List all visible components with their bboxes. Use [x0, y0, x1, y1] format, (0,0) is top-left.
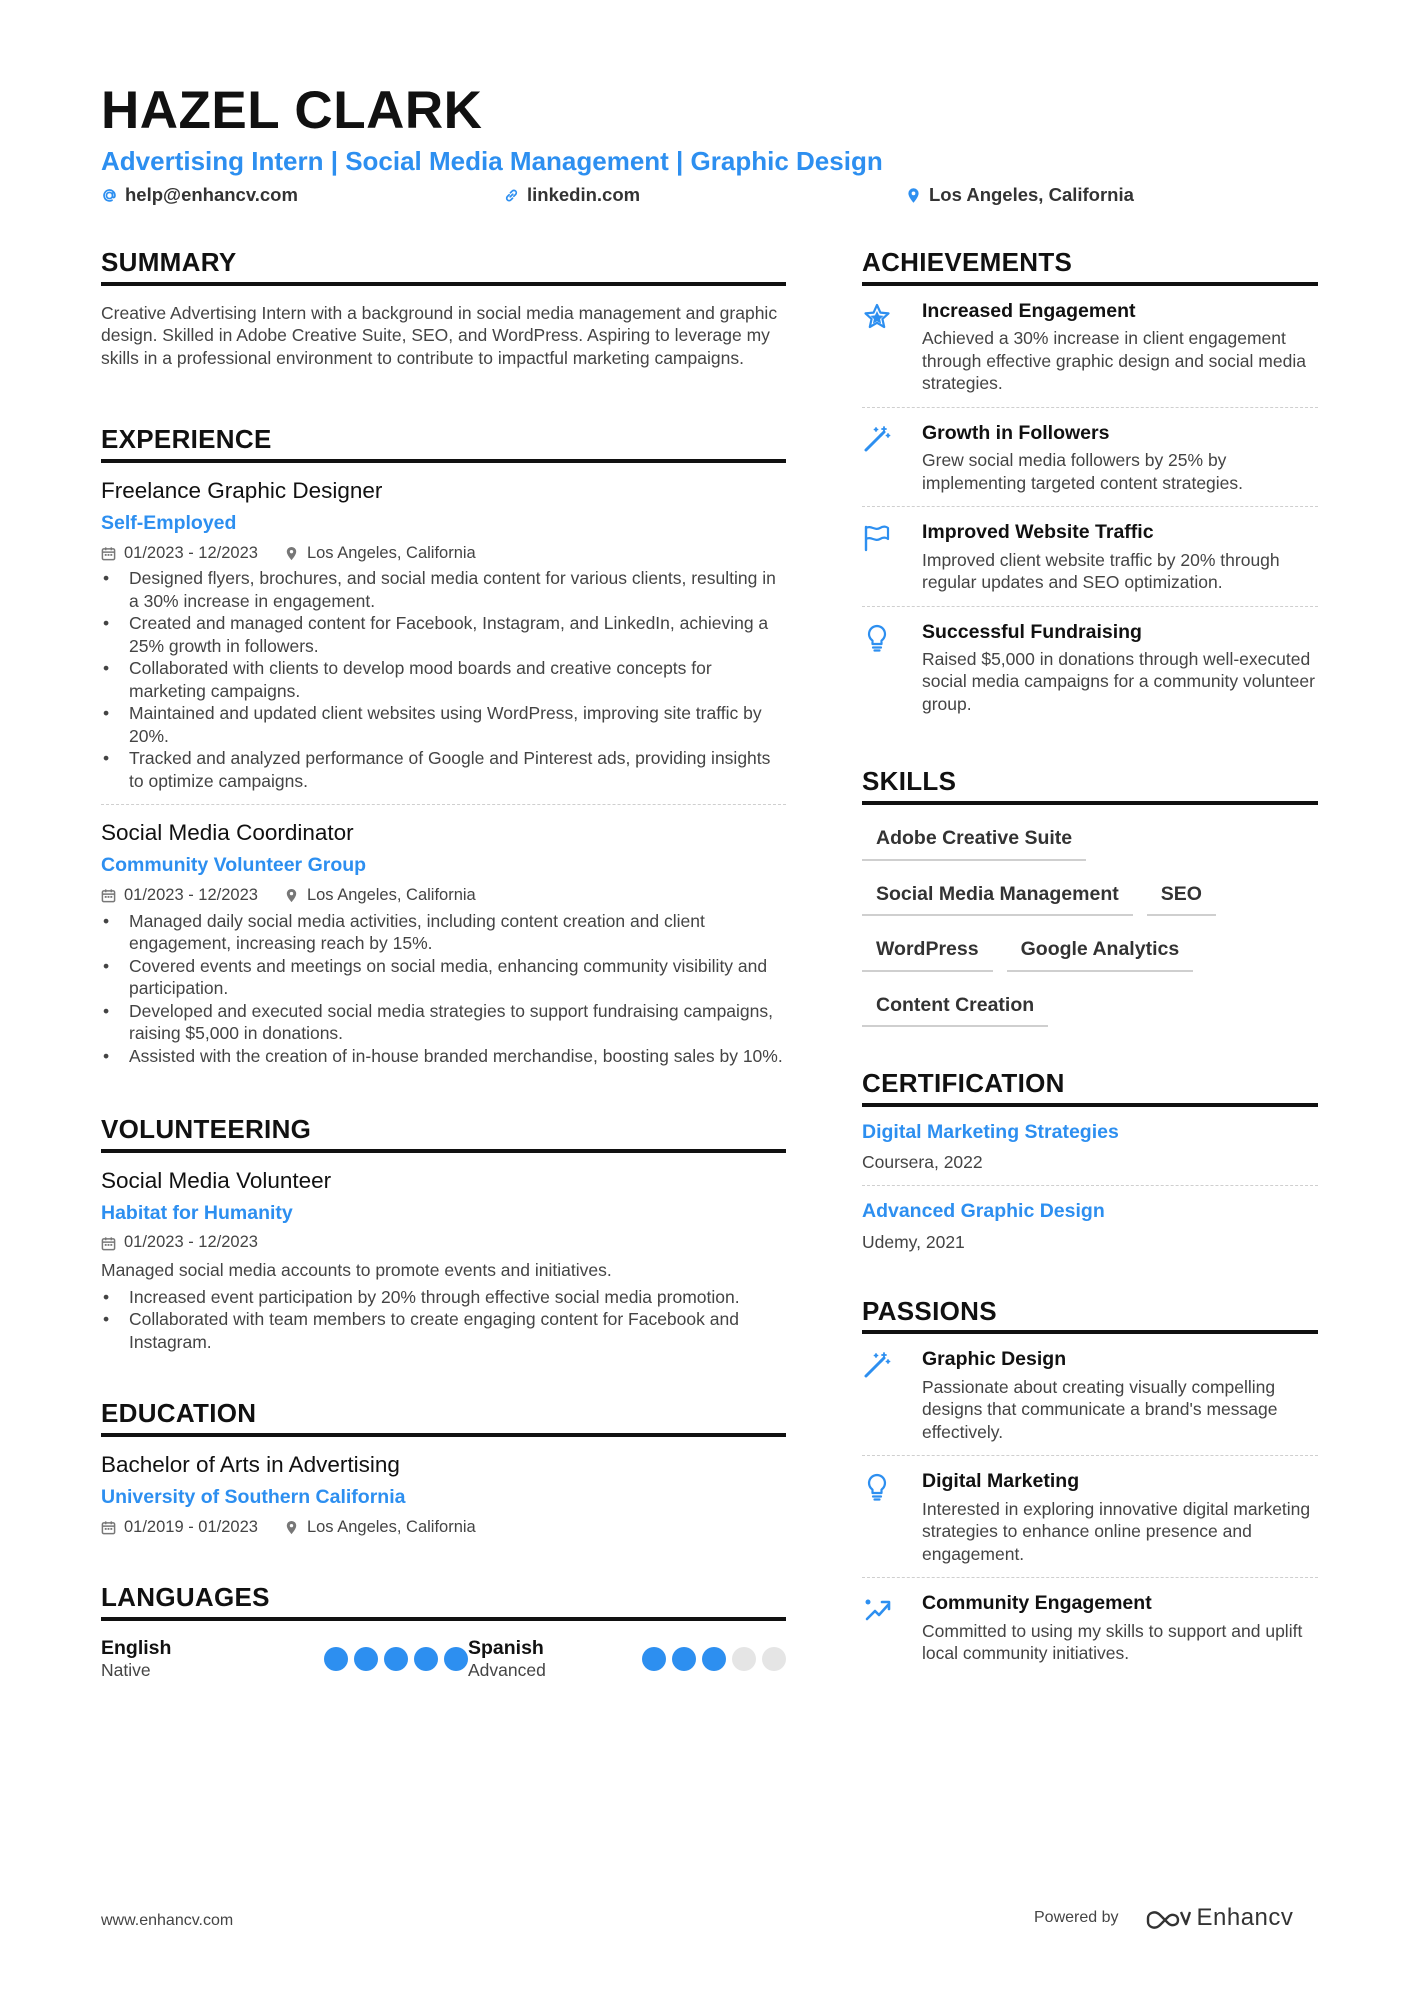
achievement-item — [862, 507, 1318, 606]
passion-title: Community Engagement — [922, 1592, 1152, 1615]
rating-dot-filled — [384, 1647, 408, 1671]
experience-item — [101, 819, 786, 1067]
rating-dot-filled — [702, 1647, 726, 1671]
passion-title: Digital Marketing — [922, 1470, 1080, 1493]
rating-dot-filled — [324, 1647, 348, 1671]
education-location: Los Angeles, California — [284, 1518, 476, 1538]
achievement-item — [862, 408, 1318, 507]
volunteering-heading: VOLUNTEERING — [101, 1115, 786, 1153]
star-icon — [862, 302, 892, 332]
certification-title: Advanced Graphic Design — [862, 1200, 1105, 1223]
powered-by-label: Powered by — [1034, 1909, 1119, 1926]
language-rating — [324, 1647, 468, 1671]
job-title: Freelance Graphic Designer — [101, 478, 383, 504]
email-text: help@enhancv.com — [125, 184, 298, 205]
education-section — [101, 1399, 786, 1537]
skill-tag: Google Analytics — [1007, 928, 1194, 971]
achievement-item — [862, 286, 1318, 408]
bullet-item: • Collaborated with team members to create engaging content for Facebook and Instagram. — [101, 1308, 786, 1353]
education-meta — [101, 1518, 786, 1538]
volunteer-meta — [101, 1233, 786, 1253]
rating-dot-empty — [762, 1647, 786, 1671]
achievement-title: Improved Website Traffic — [922, 521, 1154, 544]
language-item — [101, 1637, 468, 1680]
job-bullets — [101, 910, 786, 1068]
bullet-item: • Collaborated with clients to develop mood boards and creative concepts for marketing campaigns. — [101, 657, 786, 702]
contact-bar — [101, 184, 1301, 208]
passion-description: Passionate about creating visually compelling designs that communicate a brand's message effectively. — [922, 1376, 1278, 1442]
education-heading: EDUCATION — [101, 1399, 786, 1437]
summary-section — [101, 248, 786, 369]
rating-dot-filled — [354, 1647, 378, 1671]
volunteer-description: Managed social media accounts to promote events and initiatives. — [101, 1260, 612, 1281]
achievements-heading: ACHIEVEMENTS — [862, 248, 1318, 286]
achievements-section — [862, 248, 1318, 727]
job-bullets — [101, 567, 786, 792]
location-text: Los Angeles, California — [929, 184, 1134, 205]
certification-heading: CERTIFICATION — [862, 1069, 1318, 1107]
certification-title: Digital Marketing Strategies — [862, 1120, 1119, 1143]
language-level: Native — [101, 1659, 151, 1680]
passions-heading: PASSIONS — [862, 1297, 1318, 1335]
achievement-description: Improved client website traffic by 20% through regular updates and SEO optimization. — [922, 549, 1280, 593]
degree: Bachelor of Arts in Advertising — [101, 1452, 400, 1478]
location-pin-icon — [284, 1520, 299, 1535]
volunteering-section — [101, 1115, 786, 1353]
passion-item — [862, 1334, 1318, 1456]
growth-arrow-icon — [862, 1594, 892, 1624]
certification-section — [862, 1069, 1318, 1265]
footer-website[interactable]: www.enhancv.com — [101, 1912, 234, 1929]
skill-tag: Content Creation — [862, 984, 1048, 1027]
lightbulb-icon — [862, 1472, 892, 1502]
passion-title: Graphic Design — [922, 1348, 1067, 1371]
job-location: Los Angeles, California — [284, 886, 476, 906]
certification-item — [862, 1107, 1318, 1186]
calendar-icon — [101, 1520, 116, 1535]
school-name: University of Southern California — [101, 1486, 406, 1509]
job-title: Social Media Coordinator — [101, 820, 354, 846]
achievement-description: Grew social media followers by 25% by implementing targeted content strategies. — [922, 450, 1244, 493]
skill-tag: Social Media Management — [862, 873, 1133, 916]
passion-item — [862, 1578, 1318, 1676]
rating-dot-filled — [444, 1647, 468, 1671]
calendar-icon — [101, 546, 116, 561]
language-item — [468, 1637, 786, 1680]
bullet-item: • Developed and executed social media strategies to support fundraising campaigns, raising $5,000 in donations. — [101, 1000, 786, 1045]
linkedin-text: linkedin.com — [527, 184, 641, 205]
language-level: Advanced — [468, 1659, 546, 1680]
calendar-icon — [101, 888, 116, 903]
passion-item — [862, 1456, 1318, 1578]
experience-item — [101, 477, 786, 792]
calendar-icon — [101, 1236, 116, 1251]
languages-list — [101, 1637, 786, 1680]
skill-tag: SEO — [1147, 873, 1216, 916]
rating-dot-empty — [732, 1647, 756, 1671]
job-meta — [101, 544, 786, 564]
language-name: Spanish — [468, 1637, 544, 1660]
job-meta — [101, 886, 786, 906]
bullet-item: • Tracked and analyzed performance of Google and Pinterest ads, providing insights to optimize campaigns. — [101, 747, 786, 792]
volunteer-bullets — [101, 1286, 786, 1354]
footer-branding — [1034, 1904, 1293, 1932]
divider — [101, 804, 786, 805]
bullet-item: • Maintained and updated client websites using WordPress, improving site traffic by 20%. — [101, 702, 786, 747]
experience-section — [101, 425, 786, 1067]
magic-wand-icon — [862, 424, 892, 454]
passion-description: Interested in exploring innovative digital marketing strategies to enhance online presence and engagement. — [922, 1498, 1311, 1564]
language-name: English — [101, 1637, 172, 1660]
link-icon — [503, 187, 520, 204]
skills-heading: SKILLS — [862, 767, 1318, 805]
skill-tag: WordPress — [862, 928, 993, 971]
summary-heading: SUMMARY — [101, 248, 786, 286]
achievement-title: Increased Engagement — [922, 299, 1136, 322]
left-column — [101, 248, 786, 1681]
location-pin-icon — [284, 888, 299, 903]
lightbulb-icon — [862, 623, 892, 653]
right-column — [862, 248, 1318, 1677]
achievement-description: Raised $5,000 in donations through well-executed social media campaigns for a community volunteer group. — [922, 648, 1315, 714]
brand-name: Enhancv — [1196, 1904, 1294, 1931]
language-rating — [642, 1647, 786, 1671]
rating-dot-filled — [672, 1647, 696, 1671]
rating-dot-filled — [414, 1647, 438, 1671]
certification-item — [862, 1186, 1318, 1264]
education-dates: 01/2019 - 01/2023 — [101, 1518, 258, 1538]
job-dates: 01/2023 - 12/2023 — [101, 544, 258, 564]
candidate-name: HAZEL CLARK — [101, 81, 483, 140]
headline: Advertising Intern | Social Media Management | Graphic Design — [101, 146, 883, 176]
experience-heading: EXPERIENCE — [101, 425, 786, 463]
brand-logo[interactable] — [1145, 1904, 1294, 1932]
achievement-description: Achieved a 30% increase in client engagement through effective graphic design and social media strategies. — [922, 328, 1306, 394]
passions-section — [862, 1297, 1318, 1677]
certification-issuer: Udemy, 2021 — [862, 1231, 965, 1252]
languages-heading: LANGUAGES — [101, 1583, 786, 1621]
achievement-title: Successful Fundraising — [922, 620, 1142, 643]
achievement-item — [862, 607, 1318, 728]
bullet-item: • Covered events and meetings on social media, enhancing community visibility and participation. — [101, 955, 786, 1000]
employer-name: Self-Employed — [101, 512, 237, 535]
bullet-item: • Assisted with the creation of in-house branded merchandise, boosting sales by 10%. — [101, 1045, 786, 1068]
location-pin-icon — [284, 546, 299, 561]
job-dates: 01/2023 - 12/2023 — [101, 886, 258, 906]
skills-list — [862, 817, 1318, 1039]
achievement-title: Growth in Followers — [922, 421, 1110, 444]
languages-section — [101, 1583, 786, 1680]
contact-linkedin[interactable] — [503, 184, 640, 206]
bullet-item: • Increased event participation by 20% through effective social media promotion. — [101, 1286, 786, 1309]
at-icon — [101, 187, 118, 204]
contact-location — [905, 184, 1134, 206]
enhancv-logo-icon — [1145, 1906, 1191, 1930]
summary-text: Creative Advertising Intern with a background in social media management and graphic design. Skilled in Adobe Creative Suite, SEO, and WordPress. Aspiring to leverage my skills in a professional environment to contribute to impactful marketing campaigns. — [101, 302, 778, 368]
volunteer-role: Social Media Volunteer — [101, 1168, 332, 1194]
skills-section — [862, 767, 1318, 1038]
location-pin-icon — [905, 187, 922, 204]
passion-description: Committed to using my skills to support and uplift local community initiatives. — [922, 1620, 1303, 1664]
contact-email[interactable] — [101, 184, 298, 206]
bullet-item: • Designed flyers, brochures, and social media content for various clients, resulting in a 30% increase in engagement. — [101, 567, 786, 612]
magic-wand-icon — [862, 1350, 892, 1380]
bullet-item: • Created and managed content for Facebook, Instagram, and LinkedIn, achieving a 25% growth in followers. — [101, 612, 786, 657]
certification-issuer: Coursera, 2022 — [862, 1152, 983, 1173]
skill-tag: Adobe Creative Suite — [862, 817, 1086, 860]
volunteer-dates: 01/2023 - 12/2023 — [101, 1233, 258, 1253]
flag-icon — [862, 523, 892, 553]
volunteer-org: Habitat for Humanity — [101, 1202, 293, 1225]
bullet-item: • Managed daily social media activities, including content creation and client engagement, increasing reach by 15%. — [101, 910, 786, 955]
job-location: Los Angeles, California — [284, 544, 476, 564]
rating-dot-filled — [642, 1647, 666, 1671]
employer-name: Community Volunteer Group — [101, 854, 367, 877]
